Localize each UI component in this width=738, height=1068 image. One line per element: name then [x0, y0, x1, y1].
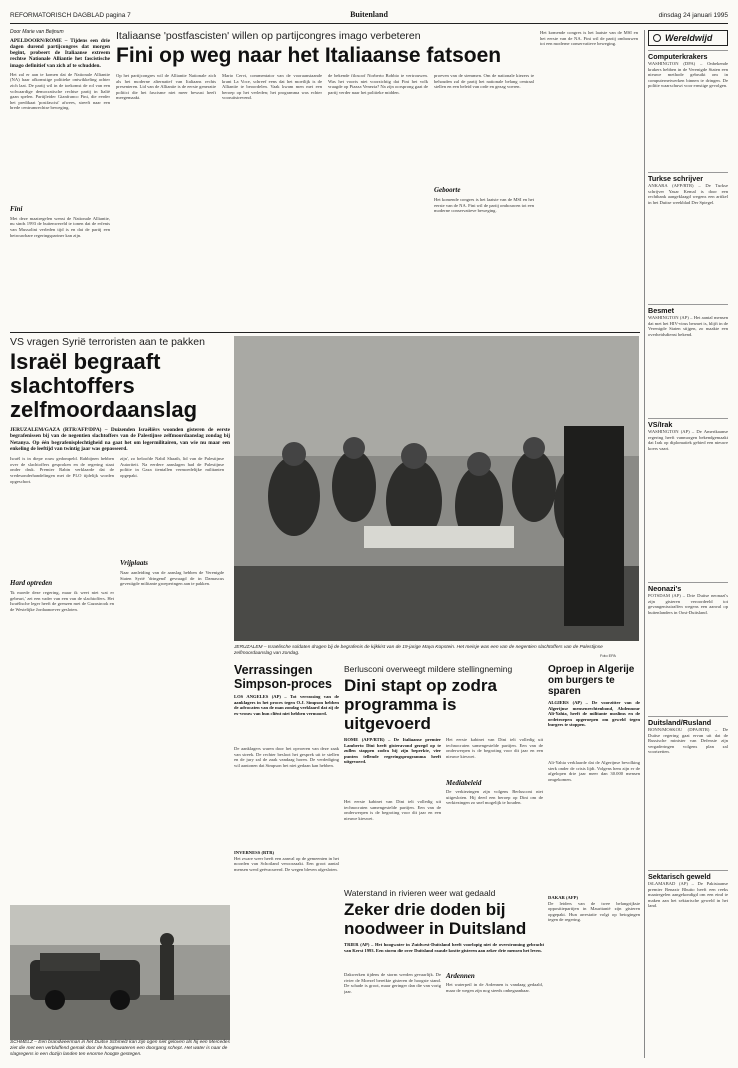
storm-columns — [344, 972, 544, 1052]
simpson-lead: LOS ANGELES (AP) – Tot verrassing van de aanklagers in het proces tegen O.J. Simpson hebben de advocaten van de man zondag verklaard dat zij de ex-vrouw van hun cliënt niet hebben vermoord. — [234, 694, 339, 716]
fini-col-d-wrap — [434, 73, 534, 329]
simpson-headline: Verrassingen Simpson-proces — [234, 663, 332, 691]
funeral-photo-graphic — [234, 336, 639, 641]
dini-col-2 — [446, 737, 543, 877]
fini-kicker: Italiaanse 'postfascisten' willen op partijcongres imago verbeteren — [116, 30, 421, 42]
fini-subhead: Geboorte — [434, 186, 461, 194]
section-title: Buitenland — [350, 10, 388, 19]
wereldwijd-title: Wereldwijd — [665, 33, 713, 43]
wereldwijd-item — [648, 304, 728, 415]
israel-col2: zijn', zo beloofde Nabil Shaath, lid van de Palestijnse Autoriteit. Na eerdere aanslagen had de Palestijnse politie in Gaza tientallen vermoedelijke militanten opgepakt. — [120, 456, 224, 478]
fini-col-c: de bekende filosoof Norberto Bobbio te vertrouwen. Was het voorts niet voorzichtig dat Fini het volk vraagde op Piazza Venezia? Na zijn oorsprong gaat de partij verder naar het politieke midden. — [328, 73, 428, 95]
wereldwijd-item-body: WASHINGTON (AP) – De Amerikaanse regering heeft vanmorgen bekendgemaakt dat Irak op diplomatiek gebied een nieuwe koers vaart. — [648, 429, 728, 451]
wereldwijd-item-body: WASHINGTON (DPA) – Onbekende krakers hebben in de Verenigde Staten een nieuwe methode gebruikt om in computernetwerken binnen te dringen. De politie waarschuwt voor ernstige gevolgen. — [648, 61, 728, 89]
wereldwijd-item-body: WASHINGTON (AP) – Het aantal mensen dat met het HIV-virus besmet is, blijft in de Verenigde Staten stijgen, zo maakte een overheidsdienst bekend. — [648, 315, 728, 337]
dini-body-a: Het eerste kabinet van Dini telt volledig uit technocraten samengestelde partijen. Een van de onderwerpen is de begroting voor dit jaar en een nieuwe kieswet. — [446, 737, 543, 759]
globe-icon — [653, 34, 661, 42]
wereldwijd-item — [648, 172, 728, 301]
storm-col-2 — [446, 972, 543, 1052]
fini-headline: Fini op weg naar het Italiaanse fatsoen — [116, 44, 502, 67]
issue-date: dinsdag 24 januari 1995 — [658, 12, 728, 19]
wereldwijd-item-body: POTSDAM (AP) – Drie Duitse neonazi's zijn gisteren veroordeeld tot gevangenisstraffen wegens een aanval op buitenlanders in Oost-Duitsland. — [648, 593, 728, 615]
dini-body: Het eerste kabinet van Dini telt volledig uit technocraten samengestelde partijen. Een van de onderwerpen is de begroting voor dit jaar en een nieuwe kieswet. — [344, 799, 441, 821]
dini-headline: Dini stapt op zodra programma is uitgevoerd — [344, 676, 497, 733]
israel-subhead-2: Vrijplaats — [120, 559, 149, 568]
wereldwijd-list — [648, 50, 728, 991]
israel-col-2 — [120, 456, 224, 700]
inverness-lead: INVERNESS (RTR) — [234, 850, 275, 855]
dini-kicker: Berlusconi overweegt mildere stellingneming — [344, 664, 513, 674]
fini-intro — [10, 30, 110, 330]
dini-body-2: De verkiezingen zijn volgens Berlusconi niet uitgesloten. Hij deed een beroep op Dini om de verkiezingen zo snel mogelijk te houden. — [446, 789, 543, 806]
wereldwijd-item-body: ISLAMABAD (AP) – De Pakistaanse premier Benazir Bhutto heeft een reeks maatregelen aangekondigd om een eind te maken aan het sektarische geweld in het land. — [648, 881, 728, 909]
algeria-lead: ALGIERS (AP) – De voorzitter van de Algerijnse mensenrechtenbond, Abdennour Ali-Yahia, heeft de militante moslims en de ordetroepen opgeroepen om geweld tegen burgers te stoppen. — [548, 700, 640, 728]
israel-columns — [10, 456, 230, 700]
inverness-body: Het zware weer heeft een aanval op de gemeenten in het noorden van Schotland veroorzaakt. Een groot aantal mensen werd geëvacueerd. De wegen bleven afgesloten. — [234, 855, 339, 872]
fini-col-a: Op het partijcongres wil de Alliantie Nationale zich als het moderne alternatief van Italiaans rechts presenteren. Lid van de Alliantie is de eerste generatie politici die het fascisme niet meer bewust heeft meegemaakt. — [116, 73, 216, 101]
newspaper-name: REFORMATORISCH DAGBLAD pagina 7 — [10, 12, 131, 19]
wereldwijd-item-head: Computerkrakers — [648, 50, 728, 61]
byline: Door Marie van Beijnum — [10, 29, 64, 35]
wereldwijd-item — [648, 716, 728, 867]
fini-article — [116, 30, 536, 330]
dini-columns — [344, 737, 544, 877]
wereldwijd-item-head: VS/Irak — [648, 418, 728, 429]
storm-subhead: Ardennen — [446, 972, 475, 980]
flood-photo — [10, 905, 230, 1040]
wereldwijd-item — [648, 870, 728, 991]
intro-lead: APELDOORN/ROME – Tijdens een drie dagen durend partijcongres dat morgen begint, probeert de Italiaanse extreem rechtse Nationale Alliantie het fascistische imago definitief van zich af te schudden. — [10, 37, 110, 69]
israel-headline: Israël begraaft slachtoffers zelfmoordaanslag — [10, 349, 198, 422]
intro-subhead: Fini — [10, 204, 23, 213]
storm-body: Dakwerken tijdens de storm werden gevaarlijk. De rivier de Moezel bereikte gisteren de hoogste stand. De schade is groot, maar geringer dan die van vorig jaar. — [344, 972, 441, 994]
storm-body-2: Het waterpeil in de Ardennen is vandaag gedaald, maar de wegen zijn nog steeds onbegaanbaar. — [446, 982, 543, 993]
fini-columns — [116, 73, 536, 329]
storm-headline: Zeker drie doden bij noodweer in Duitsland — [344, 900, 527, 938]
wereldwijd-item-head: Besmet — [648, 304, 728, 315]
wereldwijd-item-head: Duitsland/Rusland — [648, 716, 728, 727]
wereldwijd-sidebar — [644, 30, 728, 1058]
israel-body-2: 'Ik moede deze regering, maar ik weet niet wat er gebeurt,' zei een vader van een van de slachtoffers. Het Israëlische leger heeft de grenzen met de Gazastrook en de Westelijke Jordaanoever gesloten. — [10, 590, 114, 612]
dakar-body: De leiders van de twee belangrijkste oppositiepartijen in Mauritanië zijn gisteren opgepakt. Hun arrestatie volgt op betogingen tegen de regering. — [548, 900, 640, 923]
fini-col-d2: Het komende congres is het laatste van de MSI en het eerste van de NA. Fini wil de partij ombouwen tot een moderne conservatieve beweging. — [434, 197, 534, 214]
wereldwijd-item-body: ANKARA (AFP/RTR) – De Turkse schrijver Yasar Kemal is door een rechtbank aangeklaagd wegens een artikel in het Duitse weekblad Der Spiegel. — [648, 183, 728, 205]
dakar-lead: DAKAR (AFP) — [548, 895, 578, 900]
israel-kicker: VS vragen Syrië terroristen aan te pakken — [10, 336, 205, 348]
israel-subhead-1: Hard optreden — [10, 579, 53, 588]
wereldwijd-item-body: BONN/MOSKOU (DPA/RTR) – De Duitse regering gaat ervan uit dat de Russische minister van Defensie zijn vergaderingen volgens plan zal voortzetten. — [648, 727, 728, 755]
wereldwijd-item — [648, 582, 728, 713]
dini-subhead: Mediabeleid — [446, 779, 482, 787]
funeral-photo — [234, 336, 639, 641]
funeral-caption: JERUZALEM – Israëlische soldaten dragen bij de begrafenis de kijkkist van de 19-jarige Maya Kopstein. Het meisje was een van de negentien slachtoffers van de Palestijnse zelfmoordaanslag van zondag. — [234, 645, 603, 656]
dini-article — [344, 664, 544, 884]
israel-col2b: Naar aanleiding van de aanslag hebben de Verenigde Staten Syrië 'dringend' gevraagd de in Damascus gevestigde militante groeperingen aan te pakken. — [120, 570, 224, 587]
page-header — [10, 10, 728, 24]
israel-col-1 — [10, 456, 114, 700]
israel-body: Israël is in diepe rouw gedompeld. Rabbijnen hebben over de slachtoffers gesproken en de regering staat onder druk. Premier Rabin verklaarde dat de vredesonderhandelingen met de PLO tijdelijk worden opgeschort. — [10, 456, 114, 484]
storm-lead: TRIER (AP) – Het hoogwater in Zuidwest-Duitsland heeft voorlopig niet de overstroming gebracht van Kerst 1993. Een storm die over Duitsland raasde kostte gisteren aan zeker drie mensen het leven. — [344, 942, 544, 953]
simpson-article — [234, 664, 339, 1044]
storm-kicker: Waterstand in rivieren weer wat gedaald — [344, 888, 496, 898]
israel-lead: JERUZALEM/GAZA (RTR/AFP/DPA) – Duizenden Israëliërs woonden gisteren de eerste begrafenissen bij van de negentien slachtoffers van de Palestijnse zelfmoordaanslag zondag bij Netanya. Op één begrafenisplechtigheid na gaat het om legermilitairen, van wie nu maar een enkeling de leeftijd van twintig jaar was gepasseerd. — [10, 427, 230, 452]
wereldwijd-item-head: Neonazi's — [648, 582, 728, 593]
funeral-credit: Foto EPA — [600, 654, 616, 658]
dini-lead: ROME (AFP/RTR) – De Italiaanse premier Lamberto Dini heeft gisteravond gezegd op te zullen stappen zodra hij zijn beperkte, vier punten tellende regeringsprogramma heeft uitgevoerd. — [344, 737, 441, 765]
fini-col-d: proeven van de stemmen. Om de nationale kiezers te behouden zal de partij het nationale belang centraal stellen en een beleid van orde en gezag voeren. — [434, 73, 534, 90]
algeria-body: Ali-Yahia verklaarde dat de Algerijnse bevolking sterk onder de crisis lijdt. Volgens hem zijn er de afgelopen drie jaar meer dan 30.000 mensen omgekomen. — [548, 760, 640, 782]
fini-col-b: Mario Cervi, commentator van de vooraanstaande krant La Voce, schreef eens dat het moeilijk is de Alliantie te beoordelen. Vaak kwam men met een beroep op het verleden; het programma was echter vooruitstrevend. — [222, 73, 322, 101]
wereldwijd-item — [648, 418, 728, 579]
intro-body: Het zal er aan te komen dat de Nationale Alliantie (NA) haar afkomstige politieke ontwikkeling achter zich laat. De partij wil in de toekomst de rol van een volwaardige democratische rechtse partij in Italië gaan spelen. Partijleider Gianfranco Fini, die eerder het predikaat 'postfascist' afwees, streeft naar een brede centrumrechtse beweging. — [10, 71, 110, 111]
flood-caption: SCHMELZ – Een brandweerman in het Duitse Schmelz kan zijn ogen niet geloven als hij een Mercedes ziet die met een verbluffend gemak door de hoogtewateren een doorgang schept. Het water is naar de slagregens in een dozijn landen ten enorme hoogte gestegen. — [10, 1040, 230, 1057]
simpson-body: De aanklagers waren door het opvoeren van deze zaak van streek. De rechter besloot het gesprek uit te stellen en de jury zal de zaak vandaag horen. De verdediging wil aantonen dat Simpson het niet gedaan kan hebben. — [234, 746, 339, 768]
algeria-headline: Oproep in Algerije om burgers te sparen — [548, 664, 635, 697]
dakar-article — [548, 895, 640, 1055]
intro-body-2: Met deze maatregelen wenst de Nationale Alliantie, nu sinds 1993 de buitenwereld te tonen dat de erfenis van Mussolini verleden tijd is en dat de partij een betrouwbare regeringspartner kan zijn. — [10, 215, 110, 238]
fini-continuation: Het komende congres is het laatste van de MSI en het eerste van de NA. Fini wil de partij ombouwen tot een moderne conservatieve beweging. — [540, 30, 638, 47]
wereldwijd-item-head: Turkse schrijver — [648, 172, 728, 183]
wereldwijd-item-head: Sektarisch geweld — [648, 870, 728, 881]
section-divider — [10, 332, 640, 333]
storm-article — [344, 888, 544, 1058]
wereldwijd-box — [648, 30, 728, 46]
flood-photo-graphic — [10, 905, 230, 1040]
algeria-article — [548, 664, 640, 889]
dini-col-1 — [344, 737, 441, 877]
wereldwijd-item — [648, 50, 728, 169]
